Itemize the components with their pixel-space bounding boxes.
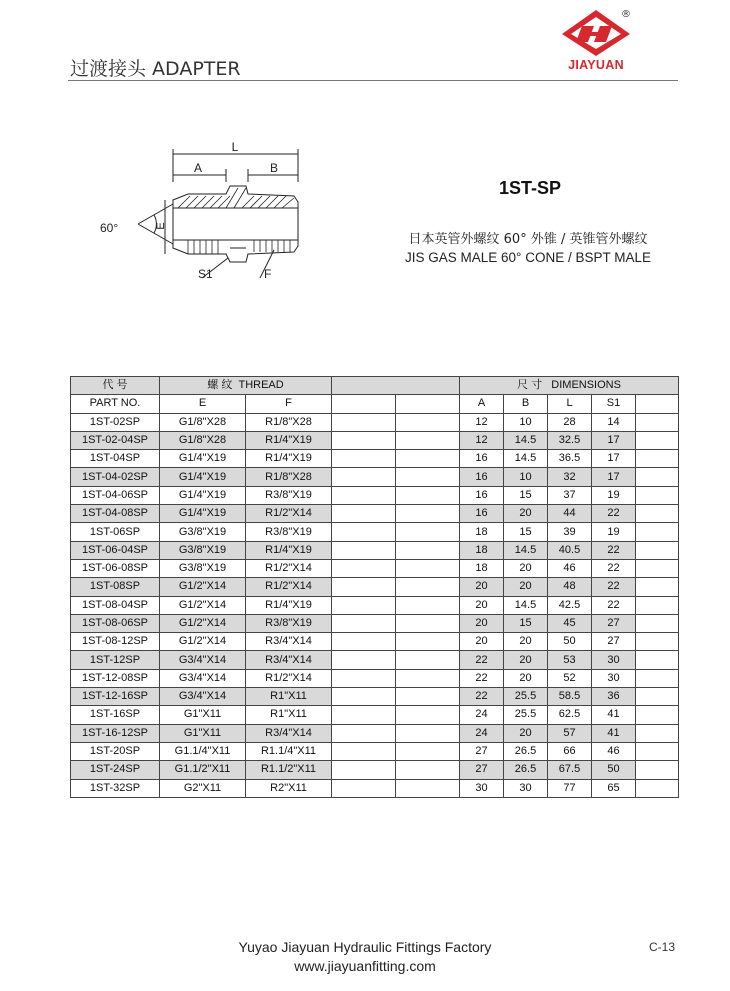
table-row <box>71 724 679 742</box>
cell-part: 1ST-16SP <box>71 706 160 724</box>
cell-b: 26.5 <box>504 742 548 760</box>
product-desc-cn: 日本英管外螺纹 60° 外锥 / 英锥管外螺纹 <box>408 232 648 247</box>
label-b: B <box>269 161 279 175</box>
table-row <box>71 541 679 559</box>
cell-l: 66 <box>548 742 592 760</box>
cell-a: 24 <box>460 724 504 742</box>
cell-l: 57 <box>548 724 592 742</box>
cell-e: G1/2"X14 <box>160 596 246 614</box>
footer-website: www.jiayuanfitting.com <box>294 958 436 974</box>
cell-l: 32.5 <box>548 431 592 449</box>
cell-b: 20 <box>504 633 548 651</box>
cell-a: 27 <box>460 742 504 760</box>
cell-blank <box>396 633 460 651</box>
cell-s1: 30 <box>592 669 636 687</box>
cell-part: 1ST-06-04SP <box>71 541 160 559</box>
cell-part: 1ST-06-08SP <box>71 559 160 577</box>
cell-blank <box>332 505 396 523</box>
cell-a: 27 <box>460 761 504 779</box>
product-code: 1ST-SP <box>498 178 562 198</box>
cell-part: 1ST-24SP <box>71 761 160 779</box>
cell-blank <box>636 651 679 669</box>
cell-part: 1ST-06SP <box>71 523 160 541</box>
table-row <box>71 505 679 523</box>
header-dimensions: 尺 寸 DIMENSIONS <box>460 377 679 395</box>
spec-table <box>70 376 679 798</box>
cell-e: G1/8"X28 <box>160 413 246 431</box>
cell-a: 12 <box>460 413 504 431</box>
header-f: F <box>246 395 332 413</box>
cell-part: 1ST-20SP <box>71 742 160 760</box>
table-row <box>71 486 679 504</box>
cell-part: 1ST-02-04SP <box>71 431 160 449</box>
cell-blank <box>396 559 460 577</box>
cell-blank <box>396 431 460 449</box>
cell-s1: 22 <box>592 541 636 559</box>
cell-e: G3/8"X19 <box>160 559 246 577</box>
cell-f: R1/4"X19 <box>246 450 332 468</box>
cell-blank <box>332 413 396 431</box>
cell-e: G3/4"X14 <box>160 651 246 669</box>
cell-blank <box>332 742 396 760</box>
cell-s1: 17 <box>592 468 636 486</box>
cell-l: 62.5 <box>548 706 592 724</box>
cell-a: 18 <box>460 541 504 559</box>
cell-b: 20 <box>504 578 548 596</box>
label-angle: 60° <box>100 221 119 235</box>
cell-a: 24 <box>460 706 504 724</box>
cell-part: 1ST-08-06SP <box>71 614 160 632</box>
cell-b: 14.5 <box>504 431 548 449</box>
cell-blank <box>332 706 396 724</box>
cell-e: G1/2"X14 <box>160 633 246 651</box>
cell-a: 20 <box>460 578 504 596</box>
cell-blank <box>396 486 460 504</box>
cell-f: R1/4"X19 <box>246 431 332 449</box>
cell-blank <box>636 578 679 596</box>
table-row <box>71 688 679 706</box>
cell-b: 20 <box>504 559 548 577</box>
cell-l: 36.5 <box>548 450 592 468</box>
cell-blank <box>636 413 679 431</box>
cell-blank <box>636 633 679 651</box>
cell-a: 20 <box>460 633 504 651</box>
cell-blank <box>332 468 396 486</box>
cell-b: 25.5 <box>504 706 548 724</box>
cell-blank <box>636 431 679 449</box>
cell-blank <box>396 706 460 724</box>
cell-blank <box>636 486 679 504</box>
cell-a: 30 <box>460 779 504 797</box>
cell-f: R3/4"X14 <box>246 651 332 669</box>
cell-blank <box>332 578 396 596</box>
cell-blank <box>396 596 460 614</box>
cell-blank <box>332 779 396 797</box>
cell-e: G1/4"X19 <box>160 505 246 523</box>
cell-e: G1.1/4"X11 <box>160 742 246 760</box>
cell-s1: 46 <box>592 742 636 760</box>
header-divider <box>68 80 678 81</box>
cell-blank <box>636 706 679 724</box>
table-row <box>71 706 679 724</box>
cell-f: R1/4"X19 <box>246 541 332 559</box>
cell-b: 14.5 <box>504 596 548 614</box>
label-a: A <box>193 161 203 175</box>
cell-e: G1/4"X19 <box>160 450 246 468</box>
cell-l: 52 <box>548 669 592 687</box>
cell-s1: 22 <box>592 578 636 596</box>
cell-s1: 27 <box>592 633 636 651</box>
cell-part: 1ST-12-08SP <box>71 669 160 687</box>
cell-part: 1ST-04-02SP <box>71 468 160 486</box>
cell-a: 22 <box>460 651 504 669</box>
cell-blank <box>636 523 679 541</box>
table-row <box>71 413 679 431</box>
cell-a: 16 <box>460 468 504 486</box>
cell-blank <box>332 761 396 779</box>
cell-e: G1.1/2"X11 <box>160 761 246 779</box>
cell-l: 45 <box>548 614 592 632</box>
cell-l: 40.5 <box>548 541 592 559</box>
cell-s1: 14 <box>592 413 636 431</box>
cell-part: 1ST-04-06SP <box>71 486 160 504</box>
cell-l: 53 <box>548 651 592 669</box>
cell-b: 20 <box>504 669 548 687</box>
cell-blank <box>636 596 679 614</box>
cell-blank <box>332 633 396 651</box>
table-row <box>71 578 679 596</box>
cell-s1: 41 <box>592 724 636 742</box>
cell-blank <box>636 559 679 577</box>
cell-blank <box>332 724 396 742</box>
cell-s1: 22 <box>592 596 636 614</box>
cell-f: R2"X11 <box>246 779 332 797</box>
cell-blank <box>332 541 396 559</box>
table-header-row-2 <box>71 395 679 413</box>
cell-b: 25.5 <box>504 688 548 706</box>
cell-blank <box>396 688 460 706</box>
cell-a: 12 <box>460 431 504 449</box>
cell-blank <box>396 742 460 760</box>
cell-blank <box>636 779 679 797</box>
cell-blank <box>396 651 460 669</box>
cell-b: 20 <box>504 724 548 742</box>
cell-e: G1/2"X14 <box>160 578 246 596</box>
cell-blank <box>396 779 460 797</box>
brand-name: JIAYUAN <box>568 58 624 72</box>
cell-l: 42.5 <box>548 596 592 614</box>
cell-blank <box>396 505 460 523</box>
cell-blank <box>332 450 396 468</box>
cell-blank <box>332 688 396 706</box>
table-header-row-1 <box>71 377 679 395</box>
cell-b: 15 <box>504 614 548 632</box>
cell-part: 1ST-02SP <box>71 413 160 431</box>
cell-blank <box>636 614 679 632</box>
header-part-no: PART NO. <box>71 395 160 413</box>
cell-f: R1/8"X28 <box>246 468 332 486</box>
cell-s1: 22 <box>592 559 636 577</box>
cell-a: 16 <box>460 505 504 523</box>
cell-blank <box>332 431 396 449</box>
cell-part: 1ST-12SP <box>71 651 160 669</box>
cell-blank <box>396 614 460 632</box>
cell-l: 37 <box>548 486 592 504</box>
cell-blank <box>636 450 679 468</box>
cell-f: R1/2"X14 <box>246 578 332 596</box>
registered-mark: ® <box>621 9 631 20</box>
cell-l: 39 <box>548 523 592 541</box>
header-thread: 螺 纹 THREAD <box>160 377 332 395</box>
cell-l: 44 <box>548 505 592 523</box>
cell-s1: 65 <box>592 779 636 797</box>
cell-blank <box>332 651 396 669</box>
header-a: A <box>460 395 504 413</box>
cell-a: 16 <box>460 486 504 504</box>
header-blank-b <box>396 395 460 413</box>
header-blank-a <box>332 395 396 413</box>
cell-s1: 27 <box>592 614 636 632</box>
cell-a: 16 <box>460 450 504 468</box>
cell-f: R1/2"X14 <box>246 669 332 687</box>
footer-factory: Yuyao Jiayuan Hydraulic Fittings Factory <box>238 939 492 955</box>
cell-l: 48 <box>548 578 592 596</box>
cell-blank <box>636 541 679 559</box>
header-blank <box>332 377 460 395</box>
cell-b: 26.5 <box>504 761 548 779</box>
table-row <box>71 669 679 687</box>
cell-e: G1/8"X28 <box>160 431 246 449</box>
cell-a: 18 <box>460 559 504 577</box>
label-l: L <box>231 140 239 154</box>
cell-blank <box>636 761 679 779</box>
cell-b: 14.5 <box>504 541 548 559</box>
cell-blank <box>332 486 396 504</box>
label-s1: S1 <box>198 267 213 281</box>
table-row <box>71 614 679 632</box>
cell-l: 32 <box>548 468 592 486</box>
cell-blank <box>396 468 460 486</box>
cell-blank <box>396 724 460 742</box>
header-e: E <box>160 395 246 413</box>
cell-f: R3/8"X19 <box>246 614 332 632</box>
cell-b: 15 <box>504 486 548 504</box>
cell-b: 15 <box>504 523 548 541</box>
cell-a: 20 <box>460 614 504 632</box>
fitting-drawing <box>98 138 318 288</box>
cell-f: R1"X11 <box>246 688 332 706</box>
cell-e: G3/4"X14 <box>160 688 246 706</box>
table-row <box>71 523 679 541</box>
table-row <box>71 761 679 779</box>
cell-part: 1ST-04SP <box>71 450 160 468</box>
table-row <box>71 468 679 486</box>
cell-l: 46 <box>548 559 592 577</box>
cell-e: G1"X11 <box>160 706 246 724</box>
header-blank-c <box>636 395 679 413</box>
cell-s1: 22 <box>592 505 636 523</box>
cell-b: 20 <box>504 505 548 523</box>
cell-s1: 19 <box>592 486 636 504</box>
cell-part: 1ST-32SP <box>71 779 160 797</box>
cell-blank <box>396 413 460 431</box>
table-row <box>71 633 679 651</box>
cell-part: 1ST-08-12SP <box>71 633 160 651</box>
header-b: B <box>504 395 548 413</box>
cell-s1: 17 <box>592 431 636 449</box>
cell-blank <box>396 541 460 559</box>
cell-f: R3/8"X19 <box>246 486 332 504</box>
cell-blank <box>332 523 396 541</box>
cell-b: 14.5 <box>504 450 548 468</box>
cell-e: G1"X11 <box>160 724 246 742</box>
cell-e: G1/4"X19 <box>160 486 246 504</box>
cell-blank <box>332 596 396 614</box>
cell-s1: 30 <box>592 651 636 669</box>
cell-blank <box>396 578 460 596</box>
header-s1: S1 <box>592 395 636 413</box>
cell-e: G1/2"X14 <box>160 614 246 632</box>
cell-blank <box>636 688 679 706</box>
cell-e: G3/8"X19 <box>160 541 246 559</box>
cell-blank <box>396 450 460 468</box>
cell-f: R1/4"X19 <box>246 596 332 614</box>
cell-b: 20 <box>504 651 548 669</box>
cell-part: 1ST-12-16SP <box>71 688 160 706</box>
cell-f: R3/4"X14 <box>246 724 332 742</box>
cell-l: 58.5 <box>548 688 592 706</box>
cell-e: G3/4"X14 <box>160 669 246 687</box>
table-row <box>71 431 679 449</box>
table-row <box>71 559 679 577</box>
cell-blank <box>636 724 679 742</box>
cell-s1: 41 <box>592 706 636 724</box>
cell-b: 10 <box>504 468 548 486</box>
cell-f: R1.1/4"X11 <box>246 742 332 760</box>
table-row <box>71 596 679 614</box>
cell-blank <box>636 742 679 760</box>
page-number: C-13 <box>649 940 676 954</box>
header-l: L <box>548 395 592 413</box>
cell-b: 30 <box>504 779 548 797</box>
table-row <box>71 779 679 797</box>
cell-l: 77 <box>548 779 592 797</box>
cell-blank <box>636 505 679 523</box>
table-row <box>71 651 679 669</box>
cell-s1: 50 <box>592 761 636 779</box>
cell-e: G2"X11 <box>160 779 246 797</box>
cell-s1: 19 <box>592 523 636 541</box>
cell-f: R1/2"X14 <box>246 505 332 523</box>
cell-f: R1"X11 <box>246 706 332 724</box>
cell-blank <box>396 669 460 687</box>
cell-s1: 17 <box>592 450 636 468</box>
cell-l: 50 <box>548 633 592 651</box>
cell-blank <box>396 761 460 779</box>
cell-a: 18 <box>460 523 504 541</box>
cell-blank <box>636 669 679 687</box>
cell-a: 22 <box>460 669 504 687</box>
table-row <box>71 742 679 760</box>
label-f: F <box>264 267 272 281</box>
table-row <box>71 450 679 468</box>
cell-f: R1/8"X28 <box>246 413 332 431</box>
cell-l: 28 <box>548 413 592 431</box>
product-desc-en: JIS GAS MALE 60° CONE / BSPT MALE <box>405 250 651 265</box>
footer <box>0 938 730 976</box>
cell-f: R1.1/2"X11 <box>246 761 332 779</box>
cell-part: 1ST-04-08SP <box>71 505 160 523</box>
cell-f: R1/2"X14 <box>246 559 332 577</box>
cell-a: 20 <box>460 596 504 614</box>
cell-blank <box>332 559 396 577</box>
cell-blank <box>636 468 679 486</box>
label-e: E <box>155 222 167 230</box>
cell-b: 10 <box>504 413 548 431</box>
cell-a: 22 <box>460 688 504 706</box>
cell-blank <box>396 523 460 541</box>
page-title: 过渡接头 ADAPTER <box>70 58 241 80</box>
cell-e: G3/8"X19 <box>160 523 246 541</box>
cell-f: R3/8"X19 <box>246 523 332 541</box>
cell-part: 1ST-08SP <box>71 578 160 596</box>
cell-part: 1ST-16-12SP <box>71 724 160 742</box>
cell-blank <box>332 669 396 687</box>
cell-l: 67.5 <box>548 761 592 779</box>
cell-s1: 36 <box>592 688 636 706</box>
cell-blank <box>332 614 396 632</box>
cell-e: G1/4"X19 <box>160 468 246 486</box>
cell-f: R3/4"X14 <box>246 633 332 651</box>
header-code-cn: 代 号 <box>71 377 160 395</box>
cell-part: 1ST-08-04SP <box>71 596 160 614</box>
